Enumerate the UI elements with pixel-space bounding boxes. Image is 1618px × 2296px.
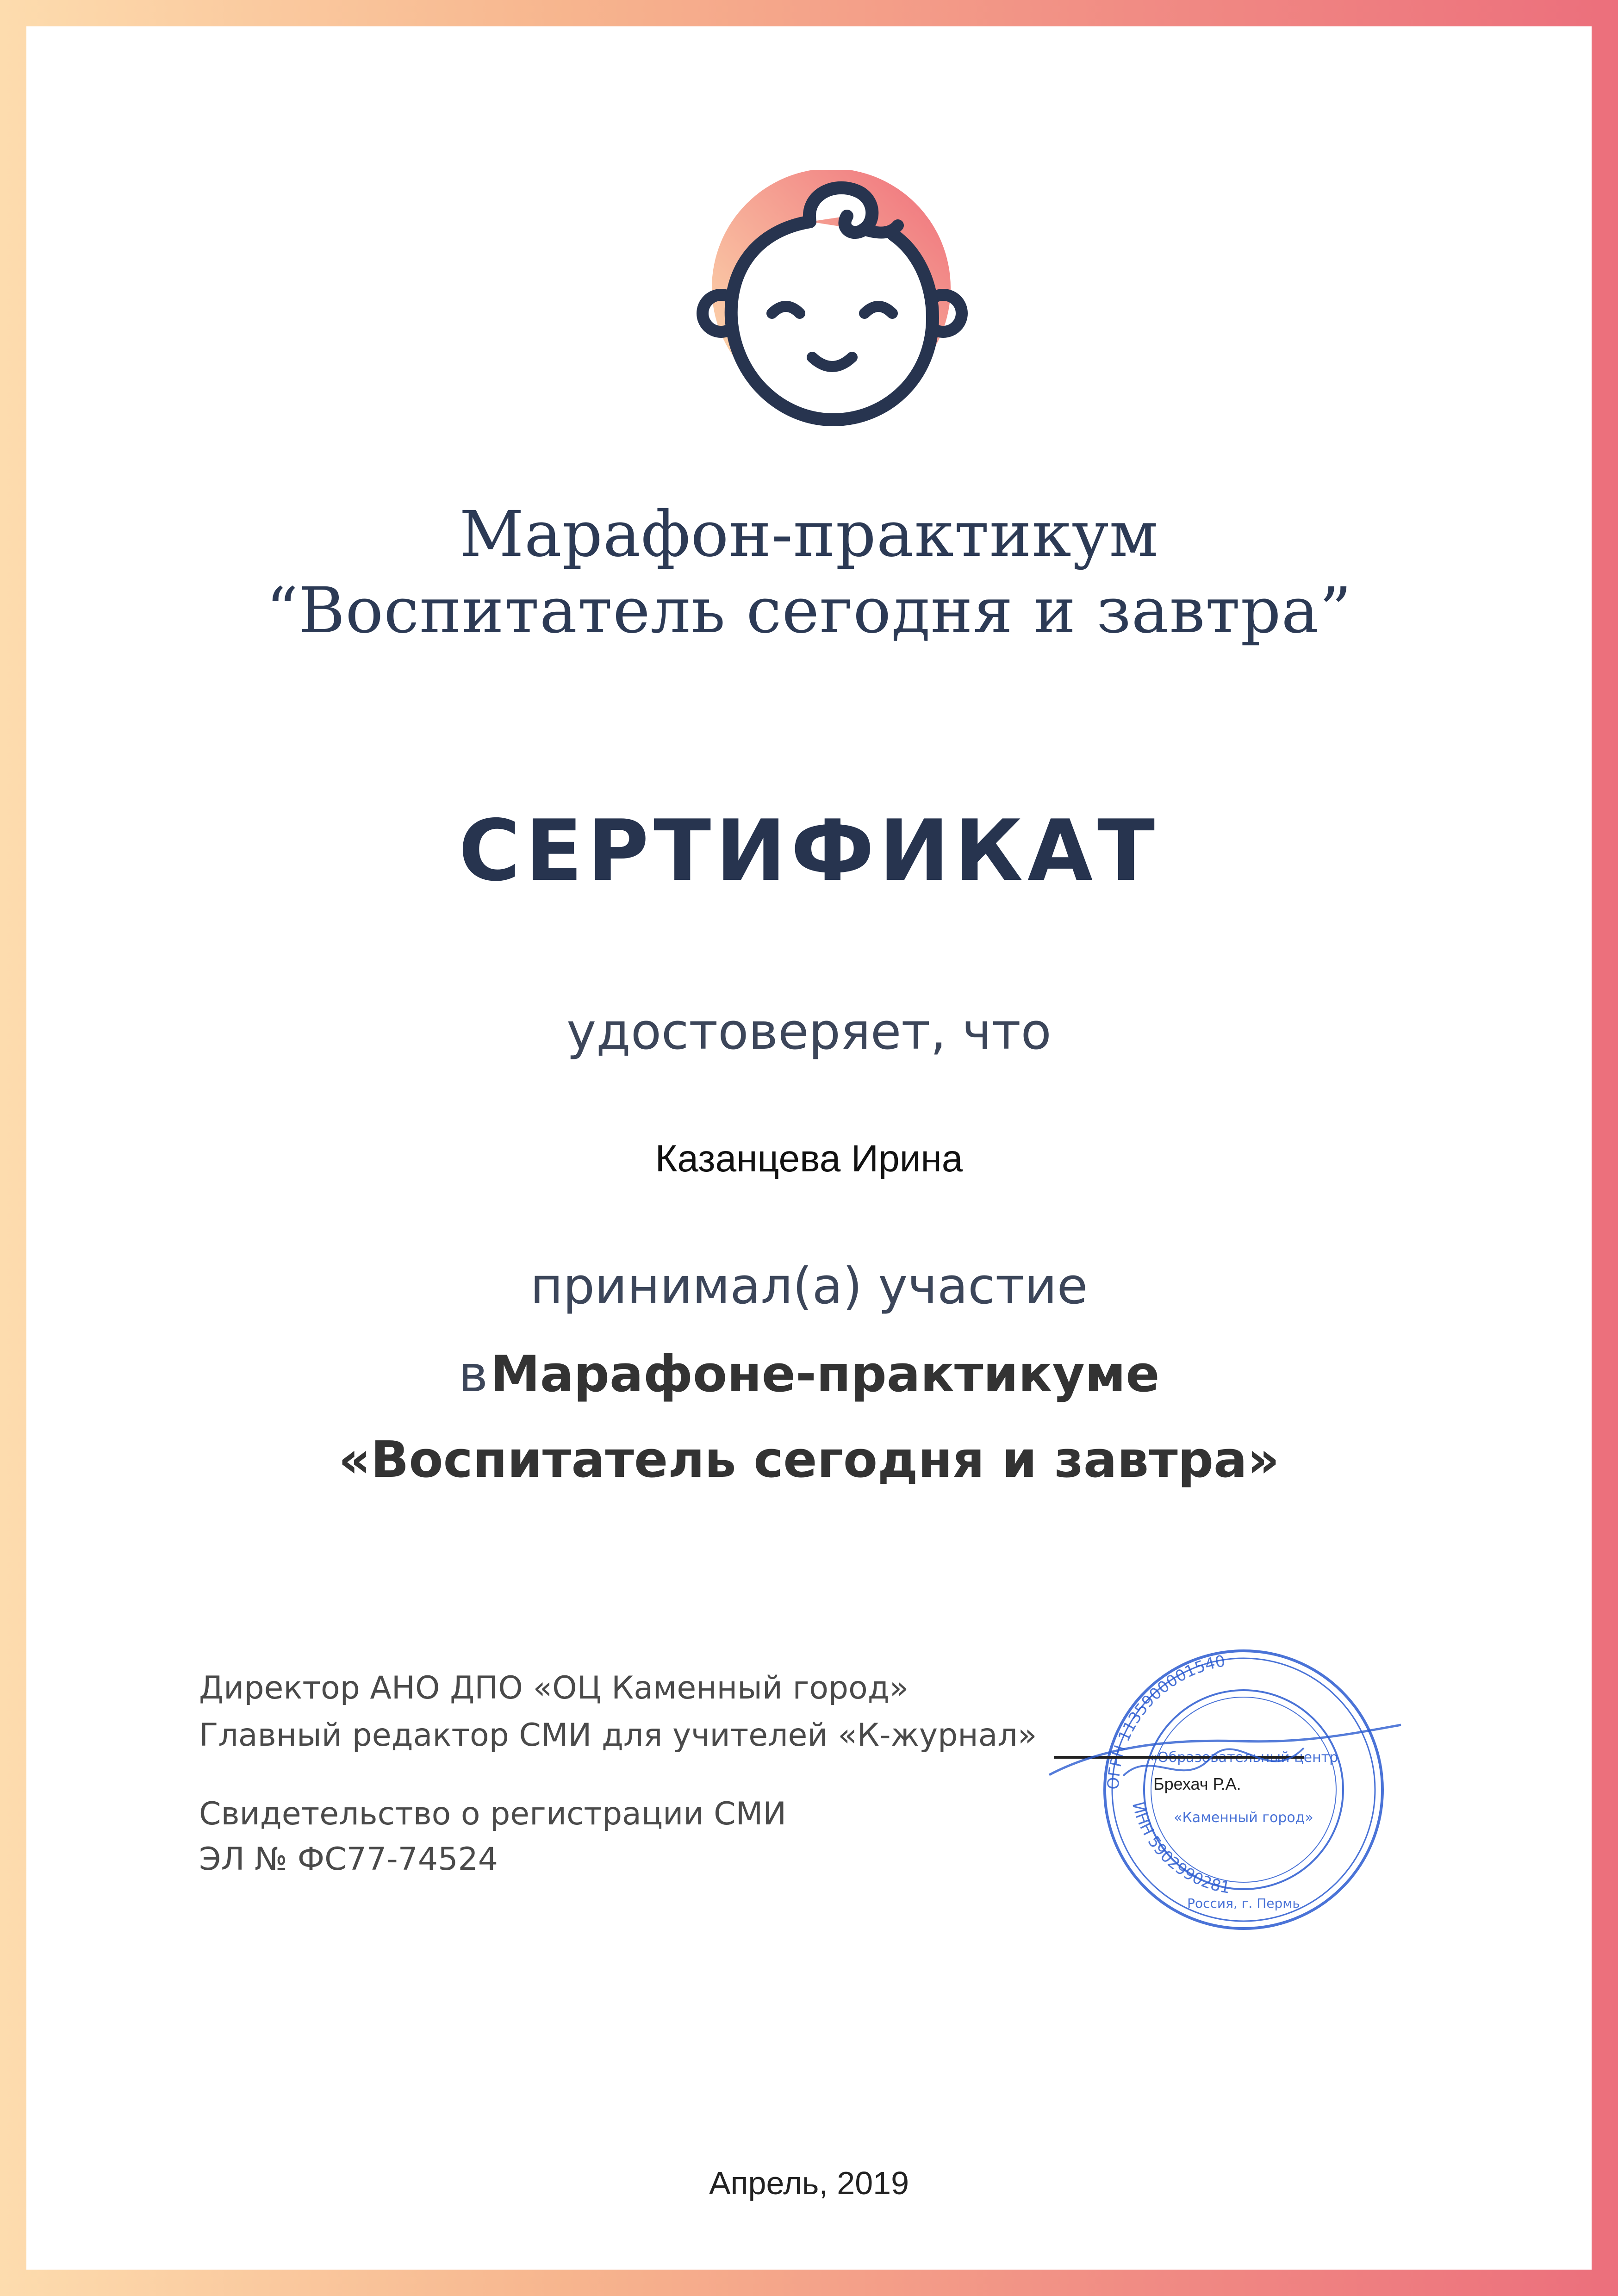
stamp-inn: ИНН 5902990281: [1128, 1800, 1232, 1898]
stamp-city: Россия, г. Пермь: [1187, 1896, 1300, 1911]
signature: [1045, 1720, 1406, 1822]
editor-line: Главный редактор СМИ для учителей «К-журнал»: [199, 1717, 1037, 1754]
director-line: Директор АНО ДПО «ОЦ Каменный город»: [199, 1670, 909, 1706]
event-name-line-1: [26, 1345, 1592, 1403]
participation-text: принимал(а) участие: [530, 1257, 1088, 1315]
event-name-line-2: «Воспитатель сегодня и завтра»: [338, 1431, 1280, 1489]
signature-name: Брехач Р.А.: [1153, 1774, 1241, 1793]
stamp-center-line-2: «Каменный город»: [1174, 1810, 1313, 1826]
event-title-line-1: Марафон-практикум: [459, 498, 1159, 571]
event-prefix: в: [458, 1345, 488, 1403]
baby-face-logo-icon: [680, 170, 981, 434]
registration-line-1: Свидетельство о регистрации СМИ: [199, 1796, 787, 1832]
recipient-name: Казанцева Ирина: [655, 1138, 963, 1180]
registration-line-2: ЭЛ № ФС77-74524: [199, 1841, 498, 1878]
certificate-title: СЕРТИФИКАТ: [458, 802, 1160, 900]
certifies-text: удостоверяет, что: [566, 1003, 1052, 1061]
stamp-ogrn: ОГРН 1135900001540: [1104, 1651, 1227, 1790]
certificate-sheet: [26, 26, 1592, 2270]
event-name-bold-1: Марафоне-практикуме: [490, 1345, 1160, 1403]
stamp-center-line-1: «Образовательный центр: [1149, 1749, 1338, 1766]
event-title-line-2: “Воспитатель сегодня и завтра”: [266, 574, 1352, 647]
issue-date: Апрель, 2019: [709, 2165, 909, 2201]
